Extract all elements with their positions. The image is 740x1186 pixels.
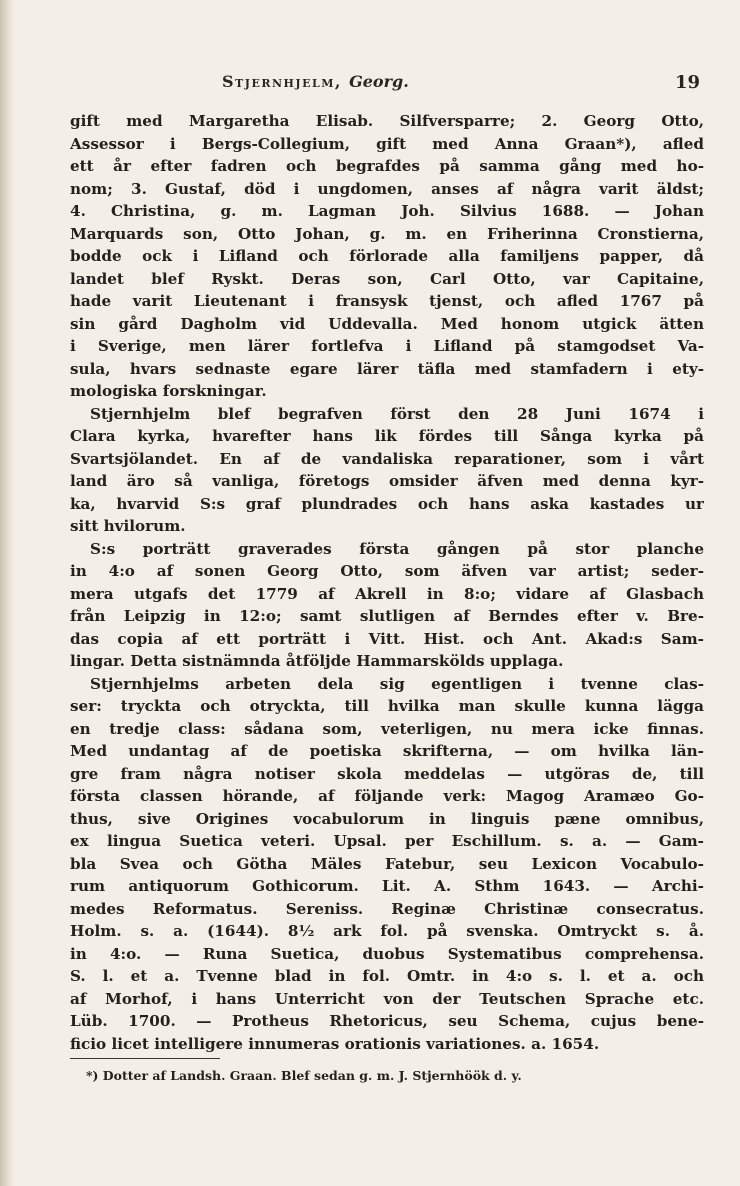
- text-line: sula, hvars sednaste egare lärer täfla med stamfadern i ety-: [70, 359, 704, 378]
- text-line: bodde ock i Lifland och förlorade alla familjens papper, då: [70, 247, 704, 265]
- text-line: en tredje class: sådana som, veterligen, nu mera icke finnas.: [70, 719, 704, 738]
- text-line: mologiska forskningar.: [70, 382, 267, 400]
- text-line: Assessor i Bergs-Collegium, gift med Anna Graan*), afled: [70, 134, 704, 153]
- text-line: första classen hörande, af följande verk: Magog Aramæo Go-: [70, 787, 704, 805]
- text-line: Marquards son, Otto Johan, g. m. en Friherinna Cronstierna,: [70, 224, 704, 243]
- text-line: land äro så vanliga, företogs omsider äfven med denna kyr-: [70, 472, 704, 490]
- text-line: sitt hvilorum.: [70, 517, 186, 535]
- text-line: thus, sive Origines vocabulorum in linguis pæne omnibus,: [70, 809, 704, 828]
- text-line: landet blef Ryskt. Deras son, Carl Otto, var Capitaine,: [70, 269, 704, 288]
- text-line: 4. Christina, g. m. Lagman Joh. Silvius 1688. — Johan: [70, 202, 704, 220]
- running-header: [222, 72, 602, 98]
- text-line: nom; 3. Gustaf, död i ungdomen, anses af några varit äldst;: [70, 179, 704, 198]
- text-line: Holm. s. a. (1644). 8½ ark fol. på svenska. Omtryckt s. å.: [70, 922, 704, 940]
- text-line: Med undantag af de poetiska skrifterna, — om hvilka län-: [70, 742, 704, 760]
- text-line: lingar. Detta sistnämnda åtföljde Hammarskölds upplaga.: [70, 652, 564, 670]
- text-line: medes Reformatus. Sereniss. Reginæ Christinæ consecratus.: [70, 899, 704, 918]
- footnote-rule: [70, 1058, 220, 1059]
- text-line: das copia af ett porträtt i Vitt. Hist. och Ant. Akad:s Sam-: [70, 629, 704, 648]
- text-line: rum antiquorum Gothicorum. Lit. A. Sthm 1643. — Archi-: [70, 877, 704, 895]
- text-line: Stjernhjelms arbeten dela sig egentligen i tvenne clas-: [90, 674, 704, 693]
- page-gutter: [0, 0, 14, 1186]
- text-line: sin gård Dagholm vid Uddevalla. Med honom utgick ätten: [70, 314, 704, 333]
- text-line: Svartsjölandet. En af de vandaliska reparationer, som i vårt: [70, 449, 704, 468]
- body-text: [70, 110, 704, 1055]
- text-line: Lüb. 1700. — Protheus Rhetoricus, seu Schema, cujus bene-: [70, 1012, 704, 1030]
- text-line: ka, hvarvid S:s graf plundrades och hans aska kastades ur: [70, 494, 704, 513]
- text-line: Clara kyrka, hvarefter hans lik fördes till Sånga kyrka på: [70, 427, 704, 445]
- text-line: S. l. et a. Tvenne blad in fol. Omtr. in 4:o s. l. et a. och: [70, 967, 704, 985]
- text-line: in 4:o. — Runa Suetica, duobus Systematibus comprehensa.: [70, 944, 704, 963]
- text-line: af Morhof, i hans Unterricht von der Teutschen Sprache etc.: [70, 989, 704, 1008]
- text-line: mera utgafs det 1779 af Akrell in 8:o; vidare af Glasbach: [70, 584, 704, 603]
- text-line: S:s porträtt graverades första gången på stor planche: [90, 539, 704, 558]
- text-line: från Leipzig in 12:o; samt slutligen af Berndes efter v. Bre-: [70, 607, 704, 625]
- page-number: 19: [674, 72, 700, 93]
- text-line: ett år efter fadren och begrafdes på samma gång med ho-: [70, 157, 704, 175]
- text-line: Stjernhjelm blef begrafven först den 28 Juni 1674 i: [90, 404, 704, 423]
- text-line: ex lingua Suetica veteri. Upsal. per Eschillum. s. a. — Gam-: [70, 832, 704, 850]
- footnote: *) Dotter af Landsh. Graan. Blef sedan g. m. J. Stjernhöök d. y.: [86, 1068, 522, 1083]
- text-line: gift med Margaretha Elisab. Silfversparre; 2. Georg Otto,: [70, 112, 704, 130]
- header-surname: Stjernhjelm,: [222, 72, 342, 91]
- text-line: ficio licet intelligere innumeras orationis variationes. a. 1654.: [70, 1034, 600, 1053]
- text-line: ser: tryckta och otryckta, till hvilka man skulle kunna lägga: [70, 697, 704, 715]
- text-line: gre fram några notiser skola meddelas — utgöras de, till: [70, 764, 704, 783]
- header-given-name: Georg.: [349, 72, 409, 91]
- text-line: i Sverige, men lärer fortlefva i Lifland på stamgodset Va-: [70, 337, 704, 355]
- text-line: hade varit Lieutenant i fransysk tjenst, och afled 1767 på: [70, 292, 704, 310]
- text-line: in 4:o af sonen Georg Otto, som äfven var artist; seder-: [70, 562, 704, 580]
- text-line: bla Svea och Götha Mäles Fatebur, seu Lexicon Vocabulo-: [70, 854, 704, 873]
